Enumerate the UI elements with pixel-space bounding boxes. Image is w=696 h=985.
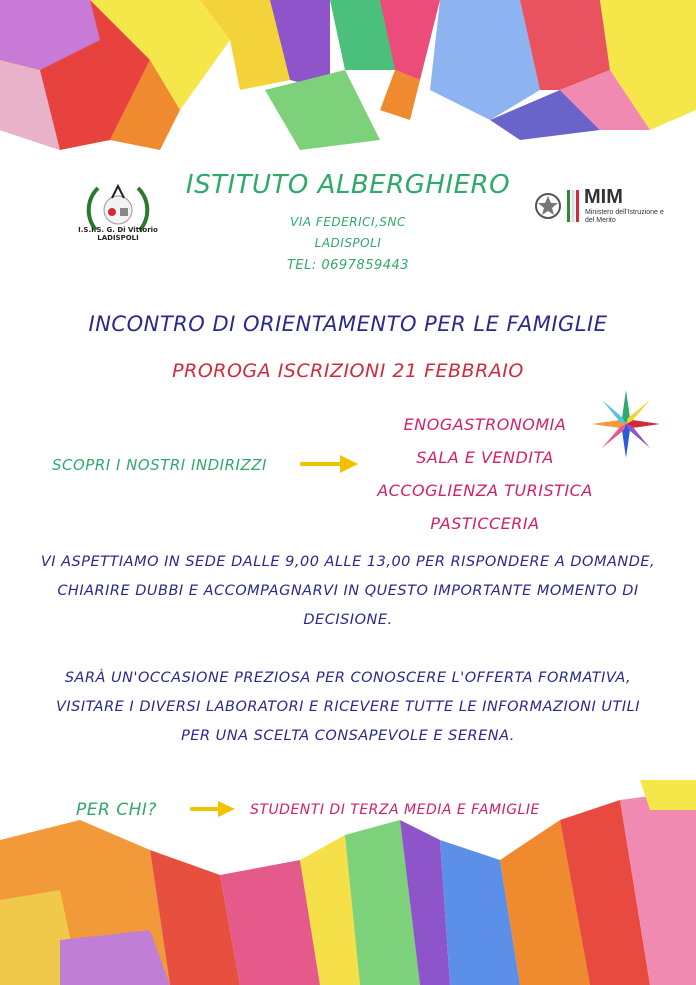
audience-label: PER CHI? <box>76 800 157 820</box>
school-logo-caption-line1: I.S.I.S. G. Di Vittorio <box>78 226 158 234</box>
paragraph-schedule: VI ASPETTIAMO IN SEDE DALLE 9,00 ALLE 13,00 PER RISPONDERE A DOMANDE, CHIARIRE DUBBI E ACCOMPAGNARVI IN QUESTO IMPORTANTE MOMENTO DI DECISIONE. <box>40 554 656 628</box>
address-city: LADISPOLI <box>314 236 382 250</box>
star-burst-icon <box>590 388 662 460</box>
course-item: PASTICCERIA <box>430 514 540 533</box>
school-logo-caption-line2: LADISPOLI <box>97 234 139 242</box>
audience-value: STUDENTI DI TERZA MEDIA E FAMIGLIE <box>250 802 540 818</box>
mim-logo-name: MIM <box>584 186 623 208</box>
headline: INCONTRO DI ORIENTAMENTO PER LE FAMIGLIE <box>88 312 608 336</box>
arrow-right-icon <box>300 452 362 476</box>
course-item: ENOGASTRONOMIA <box>403 415 567 434</box>
phone-number: TEL: 0697859443 <box>286 258 410 273</box>
school-title: ISTITUTO ALBERGHIERO <box>185 170 511 200</box>
courses-list <box>360 408 610 540</box>
italian-emblem-icon <box>532 190 564 222</box>
top-brush-decoration <box>0 0 696 170</box>
paragraph-offer: SARÀ UN'OCCASIONE PREZIOSA PER CONOSCERE L'OFFERTA FORMATIVA, VISITARE I DIVERSI LABORATORI E RICEVERE TUTTE LE INFORMAZIONI UTILI PER UNA SCELTA CONSAPEVOLE E SERENA. <box>55 670 641 744</box>
arrow-right-icon <box>190 798 238 820</box>
courses-lead: SCOPRI I NOSTRI INDIRIZZI <box>52 456 267 474</box>
course-item: SALA E VENDITA <box>416 448 554 467</box>
address-street: VIA FEDERICI,SNC <box>290 215 406 229</box>
italian-flag-bars-icon <box>567 190 579 222</box>
enrollment-extension: PROROGA ISCRIZIONI 21 FEBBRAIO <box>172 360 524 382</box>
course-item: ACCOGLIENZA TURISTICA <box>377 481 593 500</box>
mim-logo-subtitle: Ministero dell'Istruzione e del Merito <box>585 209 664 224</box>
